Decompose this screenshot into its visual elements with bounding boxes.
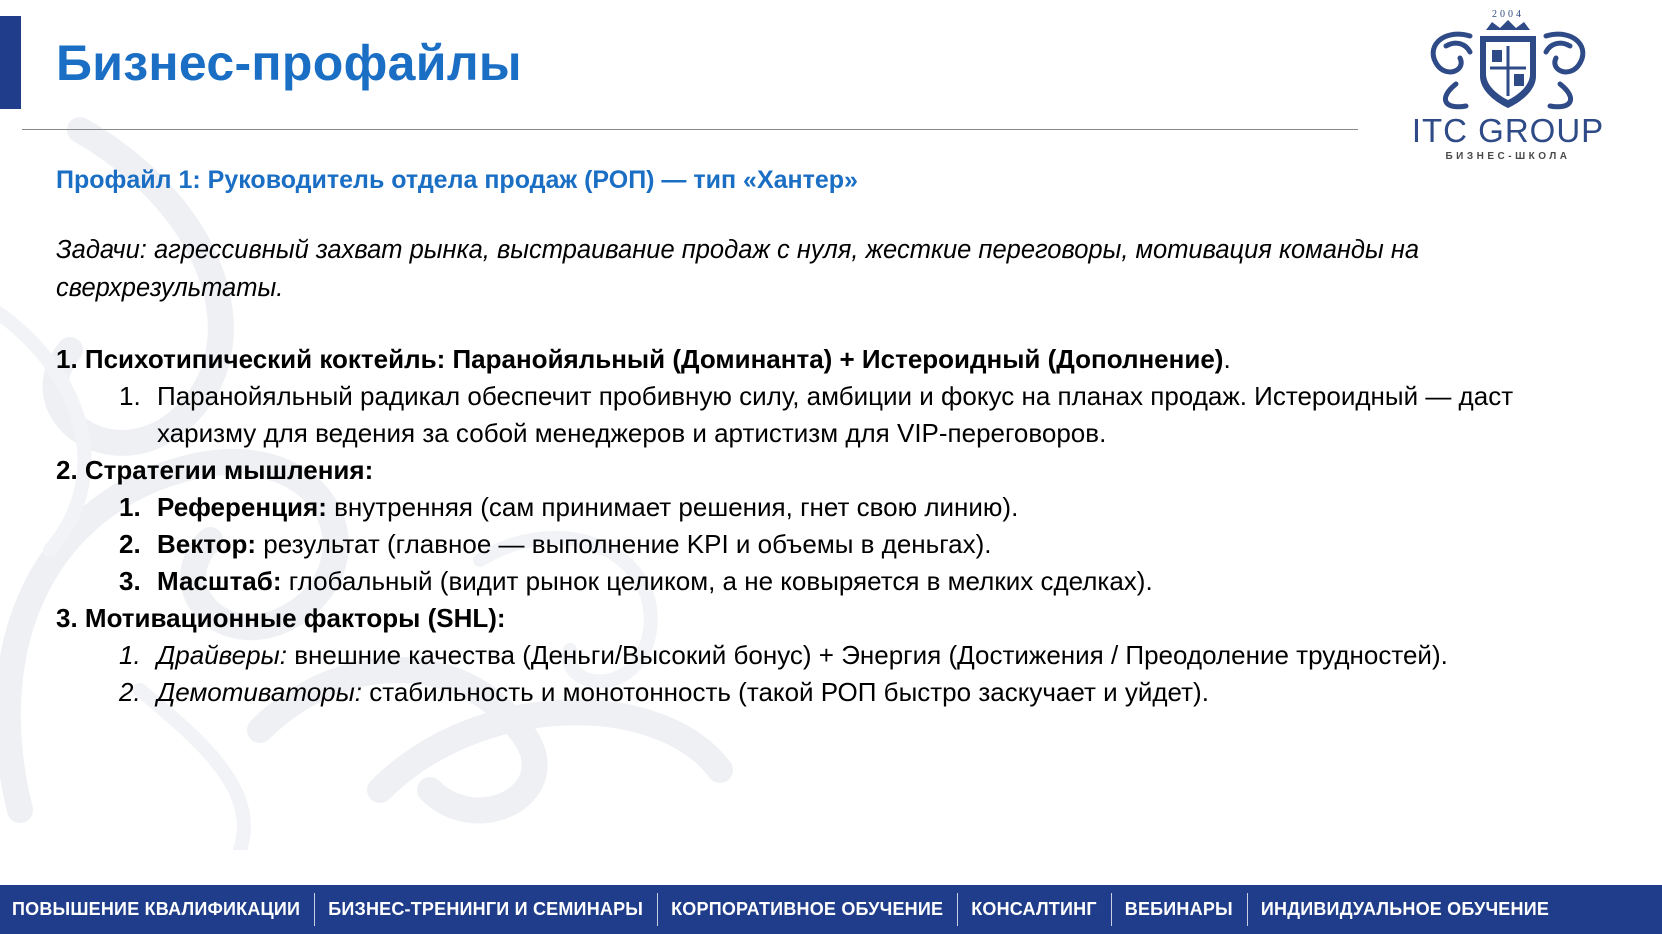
list-item: [56, 526, 1616, 563]
slide-title: Бизнес-профайлы: [56, 35, 522, 91]
footer-divider: [957, 893, 958, 926]
profile-sections: [56, 341, 1616, 711]
list-item-number: 1.: [119, 492, 141, 522]
footer-link-qualification[interactable]: ПОВЫШЕНИЕ КВАЛИФИКАЦИИ: [12, 899, 301, 919]
list-item: [56, 489, 1616, 526]
list-item: [56, 378, 1616, 452]
profile-heading: Профайл 1: Руководитель отдела продаж (РОП) — тип «Хантер»: [56, 166, 858, 194]
list-item-key: Масштаб:: [157, 566, 282, 596]
title-divider: [22, 129, 1358, 130]
list-item-text: результат (главное — выполнение KPI и объемы в деньгах).: [256, 529, 992, 559]
section-heading: 2. Стратегии мышления:: [56, 455, 374, 485]
list-item: [56, 674, 1616, 711]
list-item-key: Демотиваторы:: [157, 677, 362, 707]
profile-tasks: Задачи: агрессивный захват рынка, выстраивание продаж с нуля, жесткие переговоры, мотивация команды на сверхрезультаты.: [56, 236, 1420, 302]
logo-wordmark: ITC GROUP: [1411, 112, 1605, 149]
footer-link-trainings[interactable]: БИЗНЕС-ТРЕНИНГИ И СЕМИНАРЫ: [328, 899, 644, 919]
footer-bar: [0, 885, 1662, 934]
list-item: [56, 563, 1616, 600]
itc-group-logo: [1386, 6, 1630, 166]
section-heading: [56, 341, 1616, 378]
section-heading: 3. Мотивационные факторы (SHL):: [56, 603, 506, 633]
footer-link-corporate[interactable]: КОРПОРАТИВНОЕ ОБУЧЕНИЕ: [671, 899, 944, 919]
footer-link-individual[interactable]: ИНДИВИДУАЛЬНОЕ ОБУЧЕНИЕ: [1260, 899, 1550, 919]
list-item-key: Драйверы:: [157, 640, 287, 670]
slide-content: [56, 160, 1616, 711]
footer-link-consulting[interactable]: КОНСАЛТИНГ: [971, 899, 1097, 919]
list-item: [56, 637, 1616, 674]
footer-divider: [314, 893, 315, 926]
section-heading-tail: .: [1223, 344, 1231, 374]
logo-year: 2004: [1492, 9, 1524, 20]
footer-divider: [1111, 893, 1112, 926]
list-item-text: Паранойяльный радикал обеспечит пробивную силу, амбиции и фокус на планах продаж. Истероидный — даст харизму для ведения за собой менеджеров и артистизм для VIP-переговоров.: [157, 381, 1514, 448]
footer-divider: [1247, 893, 1248, 926]
list-item-number: 1.: [119, 381, 141, 411]
footer-link-webinars[interactable]: ВЕБИНАРЫ: [1124, 899, 1233, 919]
list-item-number: 2.: [119, 529, 141, 559]
logo-tagline: БИЗНЕС-ШКОЛА: [1445, 151, 1571, 162]
title-accent-bar: [0, 16, 21, 109]
list-item-number: 2.: [119, 677, 141, 707]
list-item-key: Референция:: [157, 492, 327, 522]
crest-emblem-icon: [1386, 6, 1630, 116]
list-item-key: Вектор:: [157, 529, 257, 559]
list-item-text: внешние качества (Деньги/Высокий бонус) + Энергия (Достижения / Преодоление трудностей).: [286, 640, 1448, 670]
list-item-text: внутренняя (сам принимает решения, гнет свою линию).: [326, 492, 1019, 522]
list-item-number: 1.: [119, 640, 141, 670]
footer-divider: [657, 893, 658, 926]
list-item-number: 3.: [119, 566, 141, 596]
section-heading-text: 1. Психотипический коктейль: Паранойяльный (Доминанта) + Истероидный (Дополнение): [56, 344, 1224, 374]
list-item-text: стабильность и монотонность (такой РОП быстро заскучает и уйдет).: [361, 677, 1209, 707]
list-item-text: глобальный (видит рынок целиком, а не ковыряется в мелких сделках).: [281, 566, 1153, 596]
